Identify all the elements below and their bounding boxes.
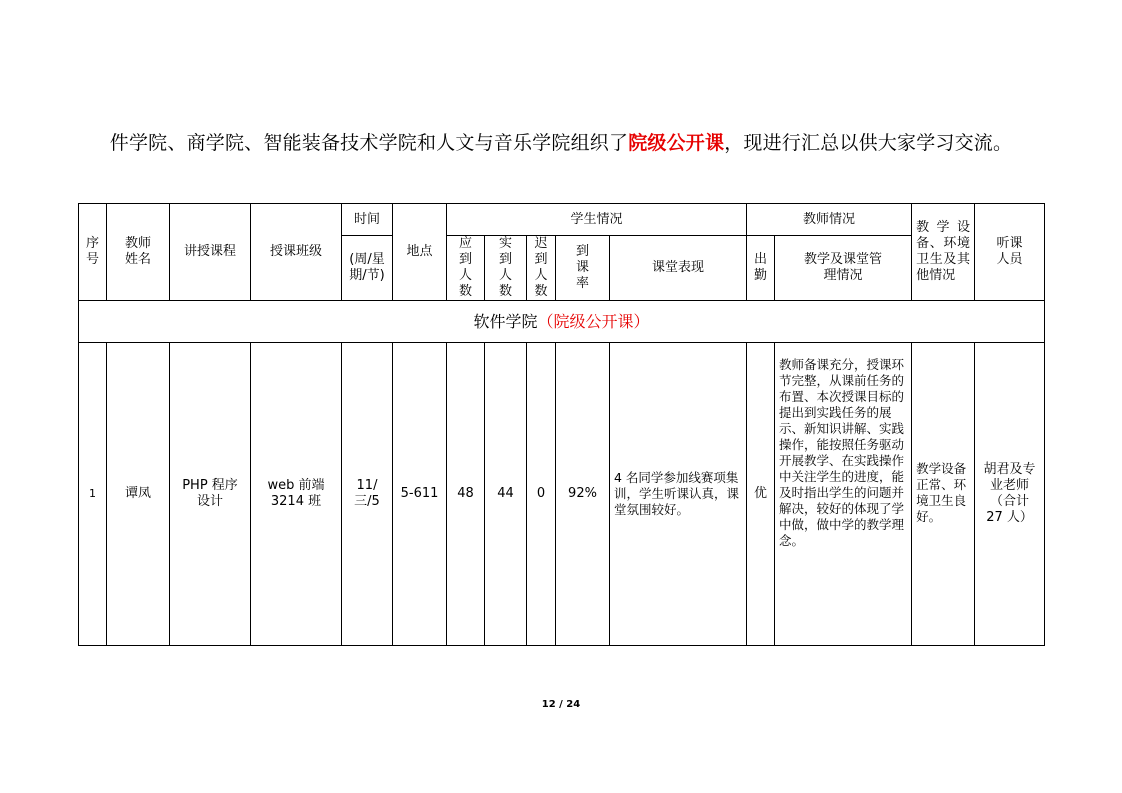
intro-text-after: ，现进行汇总以供大家学习交流。 <box>724 132 1013 154</box>
header-expected: 应到人数 <box>447 236 485 301</box>
cell-time: 11/三/5 <box>342 343 393 646</box>
cell-equipment: 教学设备正常、环境卫生良好。 <box>912 343 975 646</box>
open-class-summary-table <box>78 203 1045 646</box>
cell-observers: 胡君及专业老师（合计 27 人） <box>975 343 1045 646</box>
header-present: 实到人数 <box>485 236 527 301</box>
cell-expected: 48 <box>447 343 485 646</box>
cell-teacher-attendance: 优 <box>747 343 775 646</box>
cell-course: PHP 程序设计 <box>170 343 251 646</box>
header-observers: 听课人员 <box>975 204 1045 301</box>
cell-seq: 1 <box>79 343 107 646</box>
section-name: 软件学院 <box>473 311 538 331</box>
header-equipment: 教学设备、环境卫生及其他情况 <box>912 204 975 301</box>
intro-paragraph <box>0 128 1122 155</box>
intro-highlight: 院级公开课 <box>628 132 725 154</box>
header-teacher-attendance: 出勤 <box>747 236 775 301</box>
header-class-performance: 课堂表现 <box>610 236 747 301</box>
header-location: 地点 <box>393 204 447 301</box>
cell-class-performance: 4 名同学参加线赛项集训，学生听课认真，课堂氛围较好。 <box>610 343 747 646</box>
cell-location: 5-611 <box>393 343 447 646</box>
cell-teacher: 谭凤 <box>107 343 170 646</box>
header-teaching-management: 教学及课堂管理情况 <box>775 236 912 301</box>
cell-late: 0 <box>527 343 556 646</box>
intro-text-before: 件学院、商学院、智能装备技术学院和人文与音乐学院组织了 <box>109 132 629 154</box>
section-tag: （院级公开课） <box>537 311 650 331</box>
cell-class: web 前端 3214 班 <box>251 343 342 646</box>
page-number: 12 / 24 <box>541 699 581 710</box>
cell-present: 44 <box>485 343 527 646</box>
header-time-top: 时间 <box>353 211 380 227</box>
header-attendance-rate: 到课率 <box>556 236 610 301</box>
header-late: 迟到人数 <box>527 236 556 301</box>
header-students-group: 学生情况 <box>447 204 747 236</box>
header-teacher-group: 教师情况 <box>747 204 912 236</box>
header-teacher: 教师姓名 <box>107 204 170 301</box>
table-row <box>79 343 1045 646</box>
header-course: 讲授课程 <box>170 204 251 301</box>
header-time-bottom: (周/星期/节) <box>342 236 393 301</box>
cell-attendance-rate: 92% <box>556 343 610 646</box>
header-time <box>342 204 393 236</box>
cell-teaching-management: 教师备课充分，授课环节完整，从课前任务的布置、本次授课目标的提出到实践任务的展示、新知识讲解、实践操作，能按照任务驱动开展教学、在实践操作中关注学生的进度，能及时指出学生的问题并解决，较好的体现了学中做，做中学的教学理念。 <box>775 343 912 646</box>
header-seq: 序号 <box>79 204 107 301</box>
section-row <box>79 301 1045 343</box>
header-class: 授课班级 <box>251 204 342 301</box>
